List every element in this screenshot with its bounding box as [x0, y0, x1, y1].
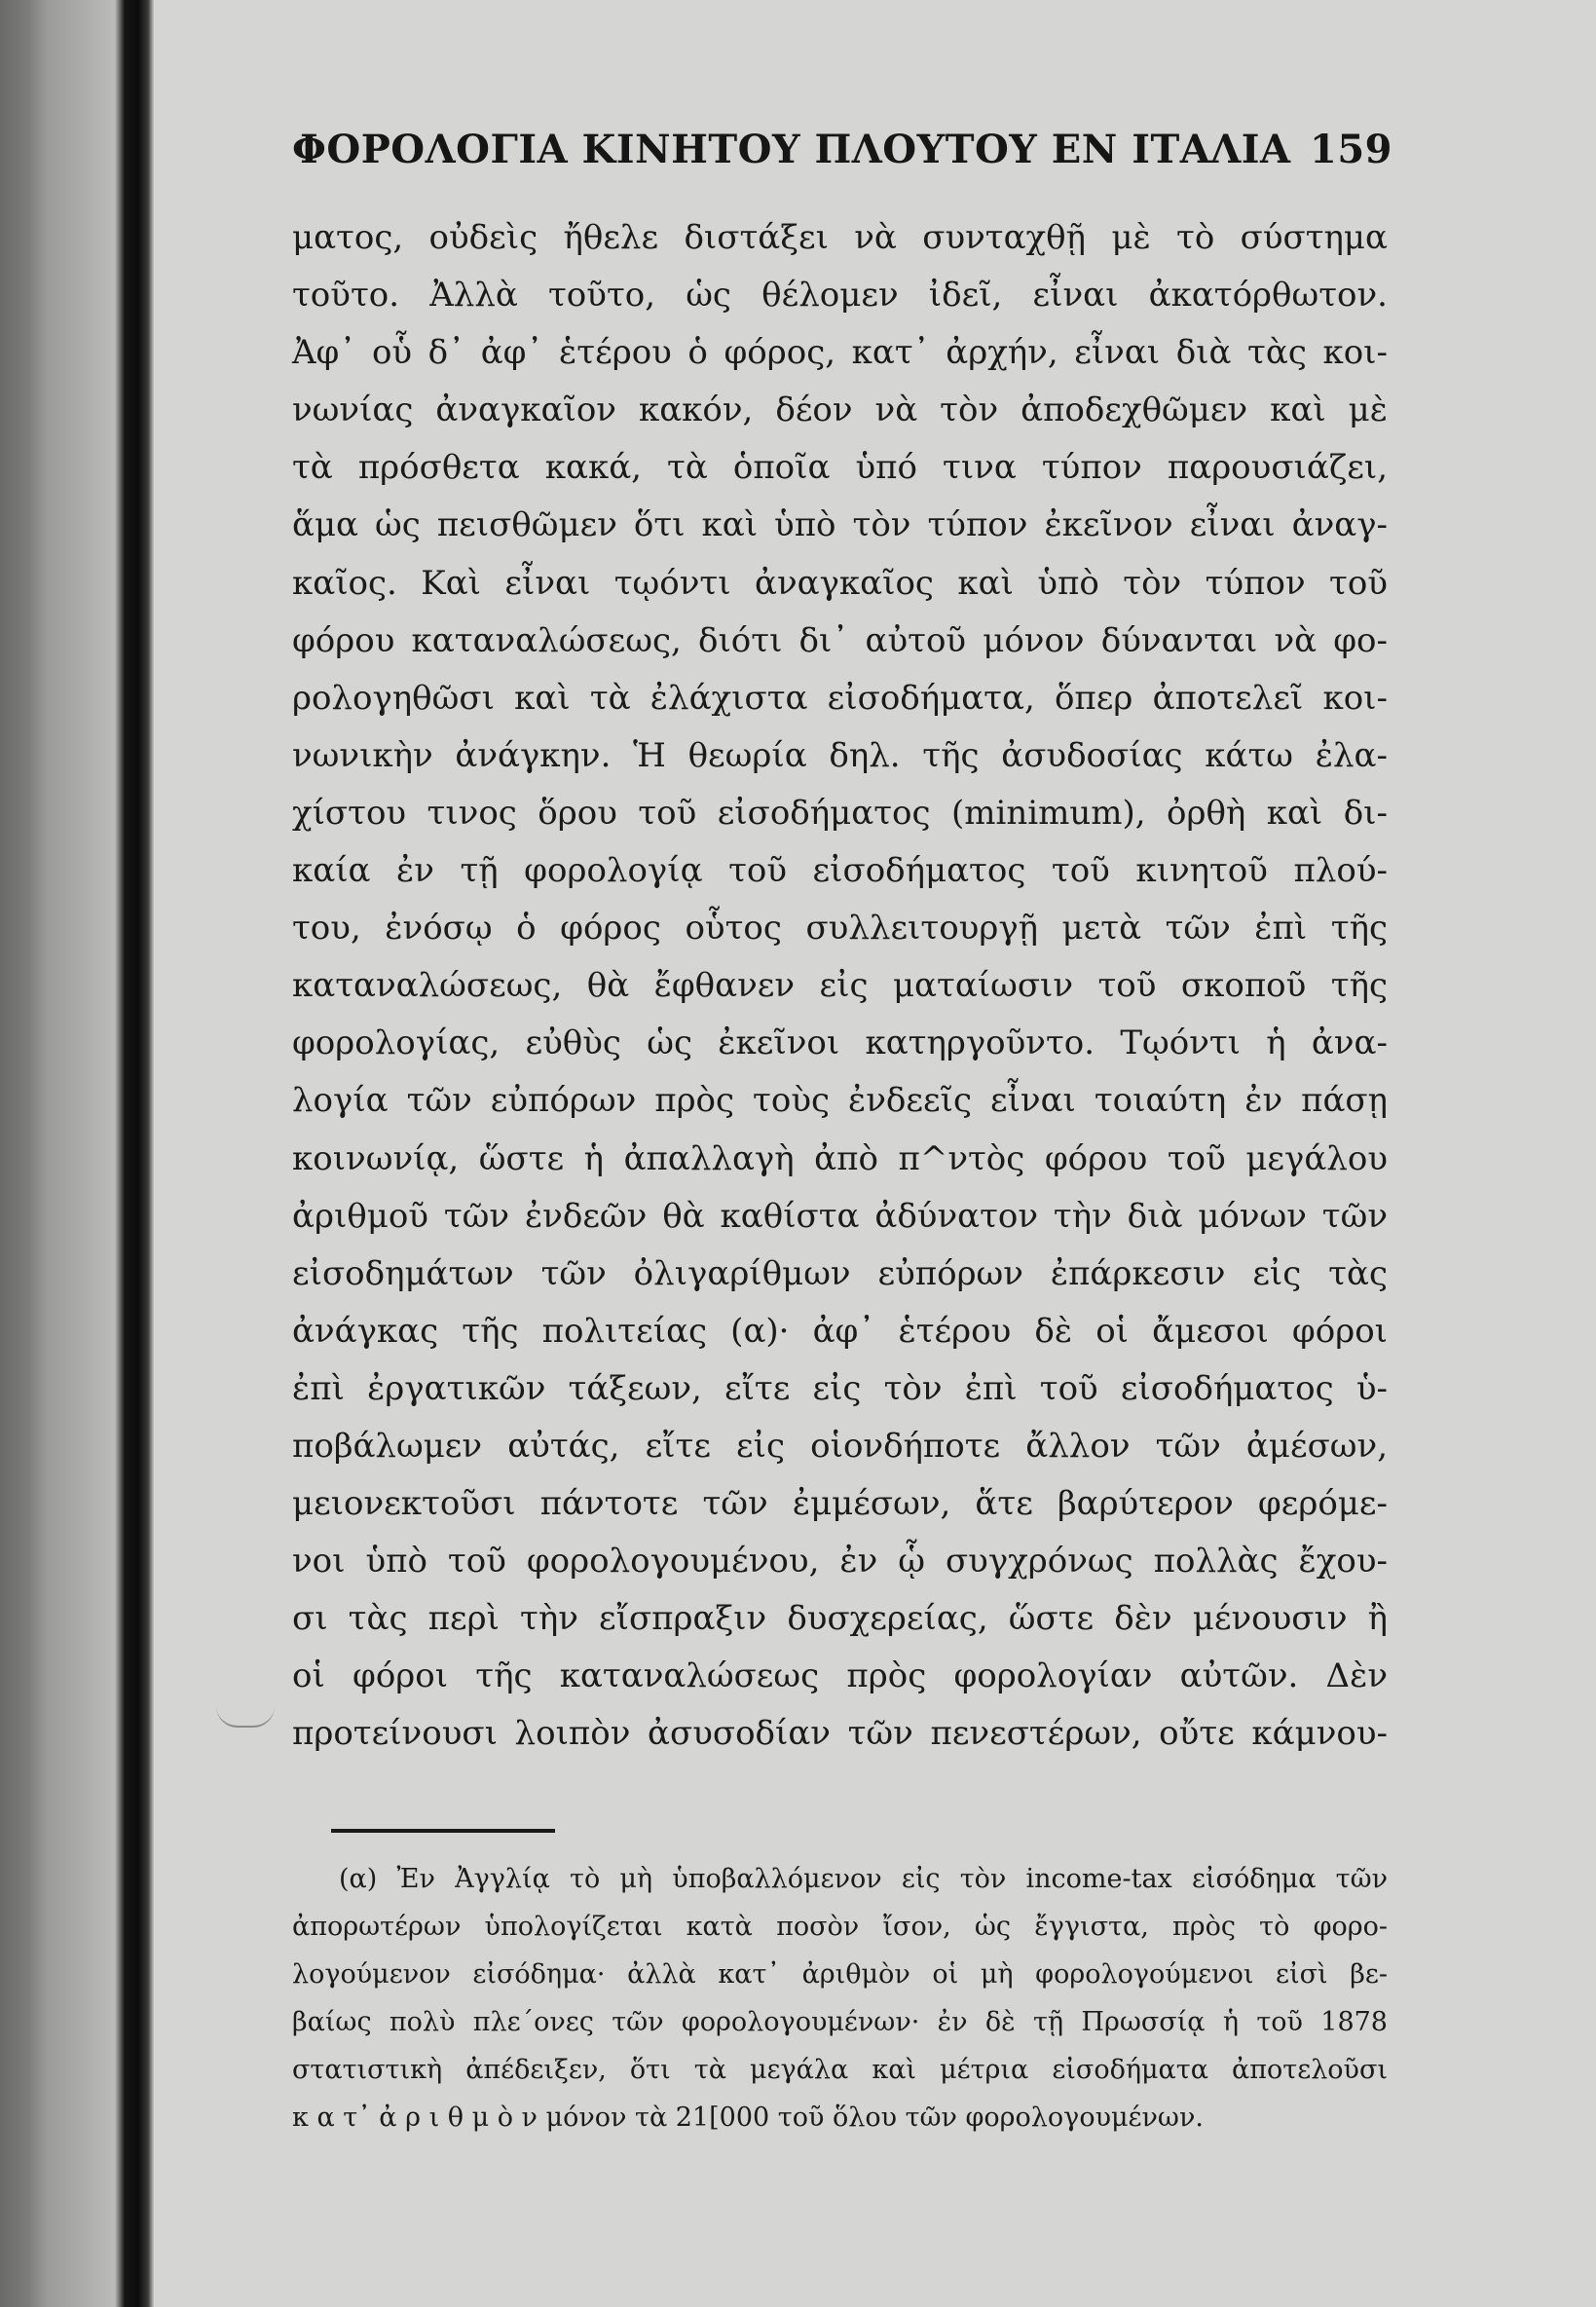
text-line: Ἀφ᾽ οὗ δ᾽ ἀφ᾽ ἑτέρου ὁ φόρος, κατ᾽ ἀρχήν, εἶναι διὰ τὰς κοι- [292, 333, 1388, 373]
book-binding-edge [115, 0, 154, 2307]
text-line: ἐπὶ ἐργατικῶν τάξεων, εἴτε εἰς τὸν ἐπὶ τοῦ εἰσοδήματος ὑ- [292, 1368, 1388, 1408]
text-line: σι τὰς περὶ τὴν εἴσπραξιν δυσχερείας, ὥστε δὲν μένουσιν ἢ [292, 1599, 1388, 1639]
text-line: φόρου καταναλώσεως, διότι δι᾽ αὐτοῦ μόνον δύνανται νὰ φο- [292, 620, 1388, 660]
text-line: του, ἐνόσῳ ὁ φόρος οὗτος συλλειτουργῇ μετὰ τῶν ἐπὶ τῆς [292, 909, 1388, 949]
text-line: νοι ὑπὸ τοῦ φορολογουμένου, ἐν ᾧ συγχρόνως πολλὰς ἔχου- [292, 1542, 1388, 1581]
text-line: νωνικὴν ἀνάγκην. Ἡ θεωρία δηλ. τῆς ἀσυδοσίας κάτω ἐλα- [292, 735, 1388, 775]
text-line: ρολογηθῶσι καὶ τὰ ἐλάχιστα εἰσοδήματα, ὅπερ ἀποτελεῖ κοι- [292, 678, 1388, 718]
body-text [292, 209, 1388, 1764]
text-line: ποβάλωμεν αὐτάς, εἴτε εἰς οἱονδήποτε ἄλλον τῶν ἀμέσων, [292, 1426, 1388, 1466]
text-line: ματος, οὐδεὶς ἤθελε διστάξει νὰ συνταχθῇ μὲ τὸ σύστημα [292, 218, 1388, 257]
text-line: φορολογίας, εὐθὺς ὡς ἐκεῖνοι κατηργοῦντο. Τῳόντι ἡ ἀνα- [292, 1023, 1388, 1063]
footnote-line: λογούμενον εἰσόδημα· ἀλλὰ κατ᾽ ἀριθμὸν οἱ μὴ φορολογούμενοι εἰσὶ βε- [292, 1959, 1388, 1990]
book-gutter [47, 0, 115, 2307]
book-spine-shadow [0, 0, 47, 2307]
footnote-line: βαίως πολὺ πλε΄ονες τῶν φορολογουμένων· ἐν δὲ τῇ Πρωσσίᾳ ἡ τοῦ 1878 [292, 2007, 1388, 2037]
text-line: οἱ φόροι τῆς καταναλώσεως πρὸς φορολογίαν αὐτῶν. Δὲν [292, 1656, 1388, 1696]
text-line: ἀνάγκας τῆς πολιτείας (α)· ἀφ᾽ ἑτέρου δὲ οἱ ἄμεσοι φόροι [292, 1311, 1388, 1351]
running-title: ΦΟΡΟΛΟΓΙΑ ΚΙΝΗΤΟΥ ΠΛΟΥΤΟΥ ΕΝ ΙΤΑΛΙΑ [292, 127, 1291, 172]
text-line: καταναλώσεως, θὰ ἔφθανεν εἰς ματαίωσιν τοῦ σκοποῦ τῆς [292, 966, 1388, 1006]
footnote-line: ἀπορωτέρων ὑπολογίζεται κατὰ ποσὸν ἴσον, ὡς ἔγγιστα, πρὸς τὸ φορο- [292, 1912, 1388, 1942]
page-header [292, 127, 1392, 195]
text-line: χίστου τινος ὅρου τοῦ εἰσοδήματος (minimum), ὀρθὴ καὶ δι- [292, 793, 1388, 833]
text-line: καία ἐν τῇ φορολογίᾳ τοῦ εἰσοδήματος τοῦ κινητοῦ πλού- [292, 851, 1388, 891]
text-line: ἀριθμοῦ τῶν ἐνδεῶν θὰ καθίστα ἀδύνατον τὴν διὰ μόνων τῶν [292, 1196, 1388, 1236]
text-line: προτείνουσι λοιπὸν ἀσυσοδίαν τῶν πενεστέρων, οὔτε κάμνου- [292, 1714, 1388, 1754]
text-line: εἰσοδημάτων τῶν ὀλιγαρίθμων εὐπόρων ἐπάρκεσιν εἰς τὰς [292, 1253, 1388, 1293]
text-line: καῖος. Καὶ εἶναι τῳόντι ἀναγκαῖος καὶ ὑπὸ τὸν τύπον τοῦ [292, 563, 1388, 603]
footnote-separator [331, 1829, 555, 1833]
text-line: τὰ πρόσθετα κακά, τὰ ὁποῖα ὑπό τινα τύπον παρουσιάζει, [292, 448, 1388, 488]
footnote [292, 1855, 1388, 2141]
footnote-line: κ α τ᾽ ἀ ρ ι θ μ ὸ ν μόνον τὰ 21[000 τοῦ ὅλου τῶν φορολογουμένων. [292, 2102, 1204, 2133]
text-line: λογία τῶν εὐπόρων πρὸς τοὺς ἐνδεεῖς εἶναι τοιαύτη ἐν πάσῃ [292, 1081, 1388, 1121]
text-line: ἅμα ὡς πεισθῶμεν ὅτι καὶ ὑπὸ τὸν τύπον ἐκεῖνον εἶναι ἀναγ- [292, 505, 1388, 545]
text-line: μειονεκτοῦσι πάντοτε τῶν ἐμμέσων, ἅτε βαρύτερον φερόμε- [292, 1484, 1388, 1524]
page-number: 159 [1310, 127, 1392, 172]
text-line: νωνίας ἀναγκαῖον κακόν, δέον νὰ τὸν ἀποδεχθῶμεν καὶ μὲ [292, 391, 1388, 430]
text-line: κοινωνίᾳ, ὥστε ἡ ἀπαλλαγὴ ἀπὸ π^ντὸς φόρου τοῦ μεγάλου [292, 1138, 1388, 1178]
footnote-line: στατιστικὴ ἀπέδειξεν, ὅτι τὰ μεγάλα καὶ μέτρια εἰσοδήματα ἀποτελοῦσι [292, 2055, 1388, 2085]
footnote-line: (α) Ἐν Ἀγγλίᾳ τὸ μὴ ὑποβαλλόμενον εἰς τὸν income-tax εἰσόδημα τῶν [339, 1864, 1388, 1894]
text-line: τοῦτο. Ἀλλὰ τοῦτο, ὡς θέλομεν ἰδεῖ, εἶναι ἀκατόρθωτον. [292, 276, 1388, 316]
